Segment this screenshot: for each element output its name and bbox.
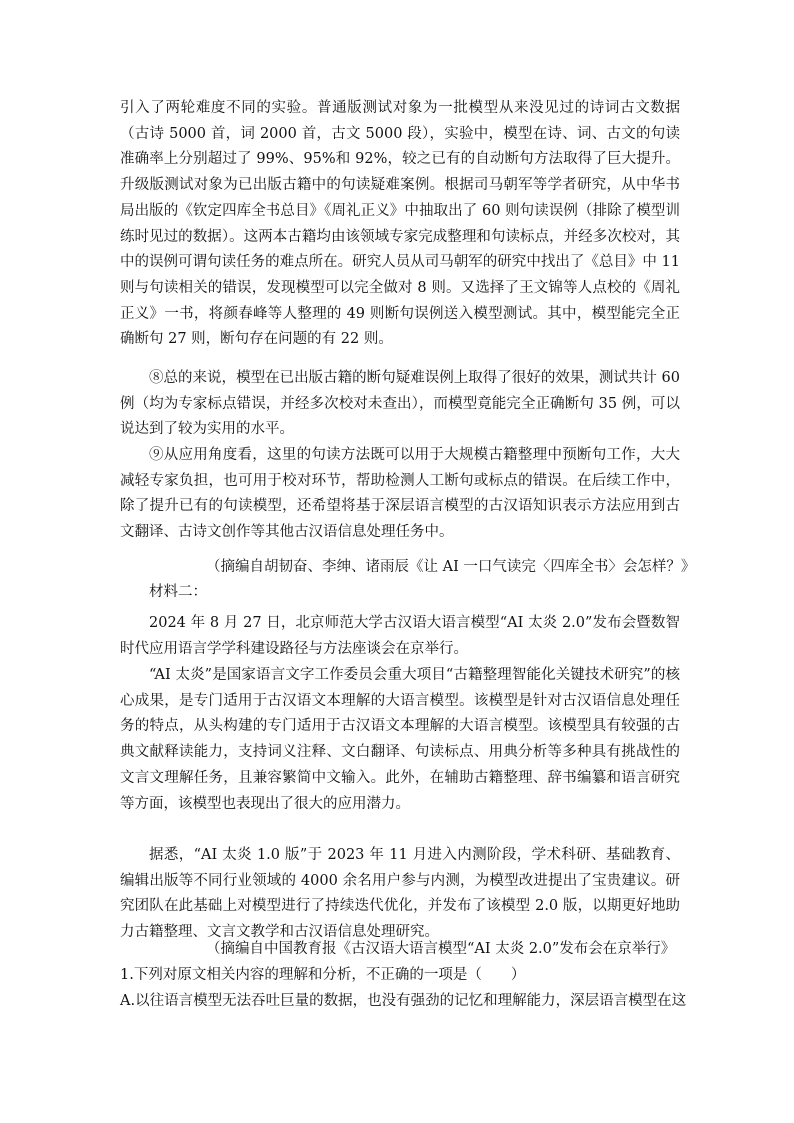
material-2-label: 材料二： [149,584,207,600]
material-2-paragraph-1: 2024 年 8 月 27 日，北京师范大学古汉语大语言模型“AI 太炎 2.0”发布会暨数智时代应用语言学学科建设路径与方法座谈会在京举行。 [120,615,680,657]
paragraph-8: ⑧总的来说，模型在已出版古籍的断句疑难误例上取得了很好的效果，测试共计 60 例（均为专家标点错误，并经多次校对未查出），而模型竟能完全正确断句 35 例，可以说达到了较为实用的水平。 [120,370,685,438]
question-1: 1.下列对原文相关内容的理解和分析，不正确的一项是（ ） [120,967,526,983]
paragraph-9: ⑨从应用角度看，这里的句读方法既可以用于大规模古籍整理中预断句工作，大大减轻专家负担，也可用于校对环节，帮助检测人工断句或标点的错误。在后续工作中，除了提升已有的句读模型，还希望将基于深层语言模型的古汉语知识表示方法应用到古文翻译、古诗文创作等其他古汉语信息处理任务中。 [120,447,680,541]
material-2-paragraph-2: “AI 太炎”是国家语言文字工作委员会重大项目“古籍整理智能化关键技术研究”的核心成果，是专门适用于古汉语文本理解的大语言模型。该模型是针对古汉语信息处理任务的特点，从头构建的专门适用于古汉语文本理解的大语言模型。该模型具有较强的古典文献释读能力，支持词义注释、文白翻译、句读标点、用典分析等多种具有挑战性的文言文理解任务，且兼容繁简中文输入。此外，在辅助古籍整理、辞书编纂和语言研究等方面，该模型也表现出了很大的应用潜力。 [120,667,680,812]
material-2-paragraph-3: 据悉，“AI 太炎 1.0 版”于 2023 年 11 月进入内测阶段，学术科研、基础教育、编辑出版等不同行业领域的 4000 余名用户参与内测，为模型改进提出了宝贵建议。研究团队在此基础上对模型进行了持续迭代优化，并发布了该模型 2.0 版，以期更好地助力古籍整理、文言文教学和古汉语信息处理研究。 [120,847,680,941]
paragraph-experiment: 引入了两轮难度不同的实验。普通版测试对象为一批模型从来没见过的诗词古文数据（古诗 5000 首，词 2000 首，古文 5000 段），实验中，模型在诗、词、古文的句读准确率上分别超过了 99%、95%和 92%，较之已有的自动断句方法取得了巨大提升。升级版测试对象为已出版古籍中的句读疑难案例。根据司马朝军等学者研究，从中华书局出版的《钦定四库全书总目》《周礼正义》中抽取出了 60 则句读误例（排除了模型训练时见过的数据）。这两本古籍均由该领域专家完成整理和句读标点，并经多次校对，其中的误例可谓句读任务的难点所在。研究人员从司马朝军的研究中找出了《总目》中 11 则与句读相关的错误，发现模型可以完全做对 8 则。又选择了王文锦等人点校的《周礼正义》一书，将颜春峰等人整理的 49 则断句误例送入模型测试。其中，模型能完全正确断句 27 则，断句存在问题的有 22 则。 [120,100,685,348]
source-citation-2: （摘编自中国教育报《古汉语大语言模型“AI 太炎 2.0”发布会在京举行》 [206,941,676,957]
option-a: A.以往语言模型无法吞吐巨量的数据，也没有强劲的记忆和理解能力，深层语言模型在这 [120,993,687,1009]
source-citation-1: （摘编自胡韧奋、李绅、诸雨辰《让 AI 一口气读完〈四库全书〉会怎样？》 [206,559,696,575]
